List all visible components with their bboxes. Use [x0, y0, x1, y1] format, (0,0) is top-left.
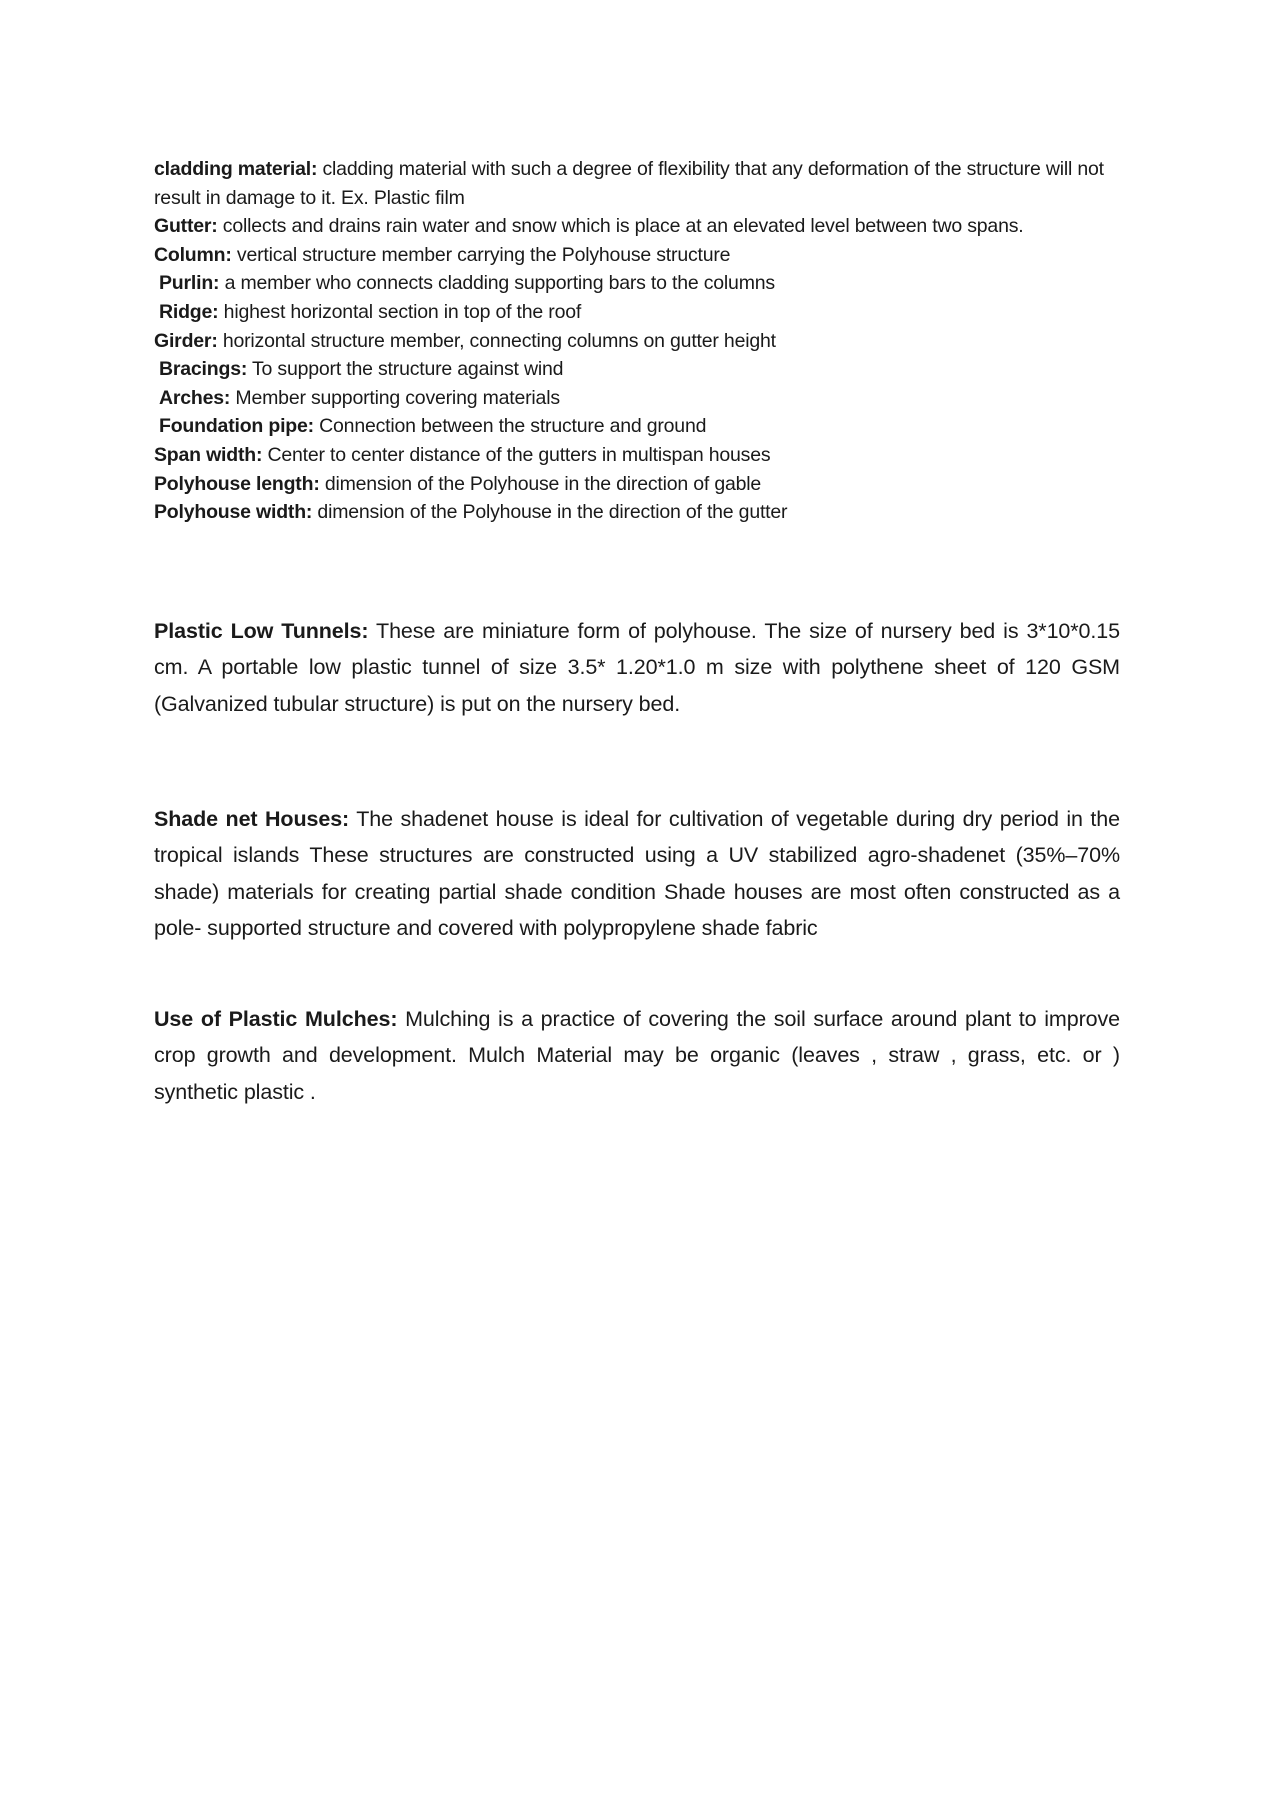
definition-term: Column:: [154, 243, 232, 266]
definition-girder: [154, 327, 1114, 356]
definition-term: Girder:: [154, 329, 218, 352]
paragraph-plastic-low-tunnels: [154, 613, 1120, 722]
definition-polyhouse-length: [154, 470, 1114, 499]
definition-arches: [154, 384, 1114, 413]
definition-column: [154, 241, 1114, 270]
definition-term: Ridge:: [159, 300, 219, 323]
paragraph-shade-net-houses: [154, 801, 1120, 946]
definition-term: Purlin:: [159, 272, 220, 295]
paragraph-heading: Shade net Houses:: [154, 807, 350, 831]
definition-text: Center to center distance of the gutters in multispan houses: [262, 443, 771, 466]
definition-text: To support the structure against wind: [247, 358, 564, 381]
definition-purlin: [154, 269, 1114, 298]
definition-term: Gutter:: [154, 215, 218, 238]
definition-text: cladding material with such a degree of flexibility that any deformation of the structure will not result in damage to it. Ex. Plastic film: [154, 158, 1104, 209]
definition-cladding-material: [154, 155, 1114, 212]
paragraph-plastic-mulches: [154, 1001, 1120, 1110]
definition-text: a member who connects cladding supporting bars to the columns: [219, 272, 775, 295]
definition-list: [154, 155, 1114, 527]
definition-text: collects and drains rain water and snow which is place at an elevated level between two spans.: [217, 215, 1024, 238]
definition-text: highest horizontal section in top of the roof: [218, 300, 582, 323]
definition-text: Connection between the structure and ground: [313, 415, 707, 438]
definition-text: Member supporting covering materials: [230, 386, 560, 409]
definition-term: cladding material:: [154, 158, 318, 180]
definition-term: Polyhouse width:: [154, 501, 313, 524]
definition-gutter: [154, 212, 1114, 241]
definition-term: Span width:: [154, 443, 263, 466]
definition-term: Foundation pipe:: [159, 415, 314, 438]
definition-span-width: [154, 441, 1114, 470]
paragraph-body: These are miniature form of polyhouse. The size of nursery bed is 3*10*0.15 cm. A portable low plastic tunnel of size 3.5* 1.20*1.0 m size with polythene sheet of 120 GSM (Galvanized tubular structure) is put on the nursery bed.: [154, 619, 1120, 716]
definition-term: Arches:: [159, 386, 231, 409]
definition-text: dimension of the Polyhouse in the direction of gable: [319, 472, 762, 495]
definition-bracings: [154, 355, 1114, 384]
definition-ridge: [154, 298, 1114, 327]
definition-text: dimension of the Polyhouse in the direction of the gutter: [312, 501, 788, 524]
definition-text: vertical structure member carrying the Polyhouse structure: [231, 243, 731, 266]
definition-term: Polyhouse length:: [154, 472, 320, 495]
definition-term: Bracings:: [159, 358, 248, 381]
paragraph-body: The shadenet house is ideal for cultivation of vegetable during dry period in the tropical islands These structures are constructed using a UV stabilized agro-shadenet (35%–70% shade) materials for creating partial shade condition Shade houses are most often constructed as a pole- supported structure and covered with polypropylene shade fabric: [154, 807, 1121, 940]
paragraph-heading: Use of Plastic Mulches:: [154, 1007, 398, 1031]
definition-text: horizontal structure member, connecting columns on gutter height: [217, 329, 776, 352]
definition-foundation-pipe: [154, 412, 1114, 441]
paragraph-body: Mulching is a practice of covering the soil surface around plant to improve crop growth and development. Mulch Material may be organic (leaves , straw , grass, etc. or ) synthetic plastic .: [154, 1007, 1120, 1104]
paragraph-heading: Plastic Low Tunnels:: [154, 619, 369, 643]
definition-polyhouse-width: [154, 498, 1114, 527]
